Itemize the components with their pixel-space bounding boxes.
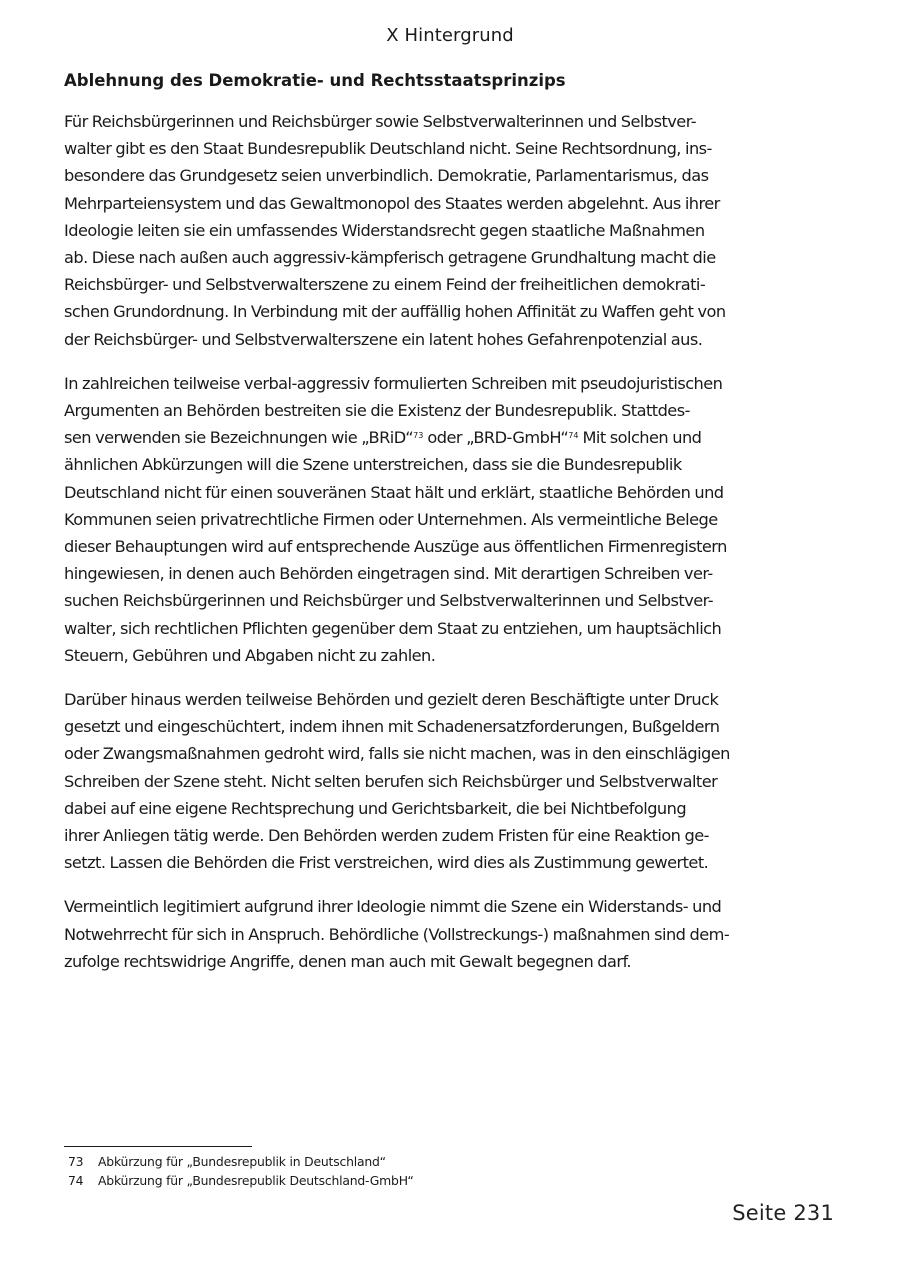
footnote-reference[interactable]: 73	[413, 431, 424, 441]
text-line: ab. Diese nach außen auch aggressiv-kämpferisch getragene Grundhaltung macht die	[64, 248, 716, 268]
text-line: Reichsbürger- und Selbstverwalterszene zu einem Feind der freiheitlichen demokrati-	[64, 275, 706, 295]
paragraph-3	[64, 686, 804, 876]
text-line: Steuern, Gebühren und Abgaben nicht zu zahlen.	[64, 645, 436, 665]
footnote-text: Abkürzung für „Bundesrepublik in Deutschland“	[98, 1154, 386, 1169]
paragraph-1	[64, 108, 804, 353]
text-fragment: oder „BRD-GmbH“	[423, 428, 569, 448]
text-line-with-footnotes	[64, 424, 804, 451]
text-fragment: sen verwenden sie Bezeichnungen wie „BRiD“	[64, 428, 414, 448]
text-line: Argumenten an Behörden bestreiten sie die Existenz der Bundesrepublik. Stattdes-	[64, 401, 690, 421]
footnote-text: Abkürzung für „Bundesrepublik Deutschland-GmbH“	[98, 1173, 414, 1188]
text-line: dabei auf eine eigene Rechtsprechung und Gerichtsbarkeit, die bei Nichtbefolgung	[64, 798, 687, 818]
text-line: Kommunen seien privatrechtliche Firmen oder Unternehmen. Als vermeintliche Belege	[64, 509, 718, 529]
text-line: gesetzt und eingeschüchtert, indem ihnen mit Schadenersatzforderungen, Bußgeldern	[64, 717, 720, 737]
footnotes	[64, 1152, 764, 1190]
text-line: dieser Behauptungen wird auf entsprechende Auszüge aus öffentlichen Firmenregistern	[64, 537, 727, 557]
text-line: besondere das Grundgesetz seien unverbindlich. Demokratie, Parlamentarismus, das	[64, 166, 709, 186]
text-line: hingewiesen, in denen auch Behörden eingetragen sind. Mit derartigen Schreiben ver-	[64, 564, 713, 584]
text-line: Vermeintlich legitimiert aufgrund ihrer Ideologie nimmt die Szene ein Widerstands- und	[64, 897, 722, 917]
text-line: schen Grundordnung. In Verbindung mit der auffällig hohen Affinität zu Waffen geht von	[64, 302, 726, 322]
paragraph-4	[64, 893, 804, 975]
text-line: der Reichsbürger- und Selbstverwalterszene ein latent hohes Gefahrenpotenzial aus.	[64, 329, 703, 349]
running-header: X Hintergrund	[386, 25, 514, 46]
text-line: suchen Reichsbürgerinnen und Reichsbürger und Selbstverwalterinnen und Selbstver-	[64, 591, 714, 611]
text-line: ihrer Anliegen tätig werde. Den Behörden werden zudem Fristen für eine Reaktion ge-	[64, 826, 709, 846]
paragraph-2	[64, 370, 804, 669]
text-line: walter, sich rechtlichen Pflichten gegenüber dem Staat zu entziehen, um hauptsächlich	[64, 618, 722, 638]
text-line: Mehrparteiensystem und das Gewaltmonopol des Staates werden abgelehnt. Aus ihrer	[64, 193, 720, 213]
text-line: zufolge rechtswidrige Angriffe, denen man auch mit Gewalt begegnen darf.	[64, 951, 632, 971]
text-line: walter gibt es den Staat Bundesrepublik Deutschland nicht. Seine Rechtsordnung, ins-	[64, 139, 712, 159]
text-line: oder Zwangsmaßnahmen gedroht wird, falls sie nicht machen, was in den einschlägigen	[64, 744, 730, 764]
text-line: setzt. Lassen die Behörden die Frist verstreichen, wird dies als Zustimmung gewertet.	[64, 853, 709, 873]
text-fragment: Mit solchen und	[578, 428, 702, 448]
text-line: In zahlreichen teilweise verbal-aggressiv formulierten Schreiben mit pseudojuristischen	[64, 373, 723, 393]
footnote-divider	[64, 1146, 252, 1147]
footnote-reference[interactable]: 74	[568, 431, 579, 441]
text-line: Darüber hinaus werden teilweise Behörden und gezielt deren Beschäftigte unter Druck	[64, 690, 719, 710]
body-text	[64, 108, 804, 992]
text-line: Schreiben der Szene steht. Nicht selten berufen sich Reichsbürger und Selbstverwalter	[64, 771, 718, 791]
text-line: Deutschland nicht für einen souveränen Staat hält und erklärt, staatliche Behörden und	[64, 482, 724, 502]
footnote-item	[64, 1152, 764, 1171]
footnote-number: 74	[68, 1173, 84, 1188]
text-line: Notwehrrecht für sich in Anspruch. Behördliche (Vollstreckungs-) maßnahmen sind dem-	[64, 924, 730, 944]
page-number: Seite 231	[732, 1201, 834, 1225]
footnote-number: 73	[68, 1154, 84, 1169]
text-line: Ideologie leiten sie ein umfassendes Widerstandsrecht gegen staatliche Maßnahmen	[64, 220, 705, 240]
text-line: ähnlichen Abkürzungen will die Szene unterstreichen, dass sie die Bundesrepublik	[64, 455, 682, 475]
text-line: Für Reichsbürgerinnen und Reichsbürger sowie Selbstverwalterinnen und Selbstver-	[64, 112, 697, 131]
footnote-item	[64, 1171, 764, 1190]
section-heading: Ablehnung des Demokratie- und Rechtsstaatsprinzips	[64, 71, 566, 90]
